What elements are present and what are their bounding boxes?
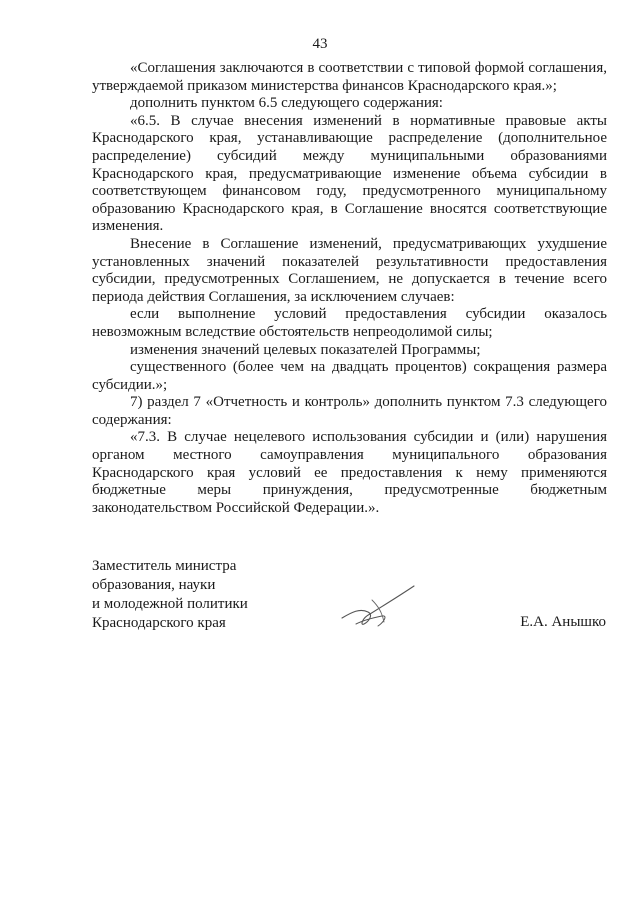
paragraph-4: Внесение в Соглашение изменений, предусматривающих ухудшение установленных значений показателей результативности предоставления субсидии, предусмотренных Соглашением, не допускается в течение всего периода действия Соглашения, за исключением случаев: [92, 235, 607, 305]
paragraph-9: «7.3. В случае нецелевого использования субсидии и (или) нарушения органом местного самоуправления муниципального образования Краснодарского края условий ее предоставления к нему применяются бюджетные меры принуждения, предусмотренные бюджетным законодательством Российской Федерации.». [92, 429, 607, 516]
document-body [92, 60, 607, 517]
signer-name: Е.А. Анышко [520, 614, 606, 630]
paragraph-2: дополнить пунктом 6.5 следующего содержания: [130, 95, 443, 112]
signer-position-line: образования, науки [92, 577, 216, 593]
page-number: 43 [312, 36, 328, 52]
signer-position-line: и молодежной политики [92, 596, 248, 612]
signer-position-line: Краснодарского края [92, 615, 226, 631]
paragraph-8: 7) раздел 7 «Отчетность и контроль» дополнить пунктом 7.3 следующего содержания: [92, 394, 607, 428]
paragraph-1: «Соглашения заключаются в соответствии с типовой формой соглашения, утверждаемой приказом министерства финансов Краснодарского края.»; [92, 60, 607, 94]
signer-position-line: Заместитель министра [92, 558, 237, 574]
paragraph-6: изменения значений целевых показателей Программы; [130, 341, 481, 358]
handwritten-signature-icon [338, 582, 418, 632]
paragraph-7: существенного (более чем на двадцать процентов) сокращения размера субсидии.»; [92, 359, 607, 393]
paragraph-5: если выполнение условий предоставления субсидии оказалось невозможным вследствие обстоятельств непреодолимой силы; [92, 306, 607, 340]
signer-position [92, 557, 248, 633]
paragraph-3: «6.5. В случае внесения изменений в нормативные правовые акты Краснодарского края, устанавливающие распределение (дополнительное распределение) субсидий между муниципальными образованиями Краснодарского края, предусматривающие изменение объема субсидии в соответствующем финансовом году, предусмотренного муниципальному образованию Краснодарского края, в Соглашение вносятся соответствующие изменения. [92, 112, 607, 235]
